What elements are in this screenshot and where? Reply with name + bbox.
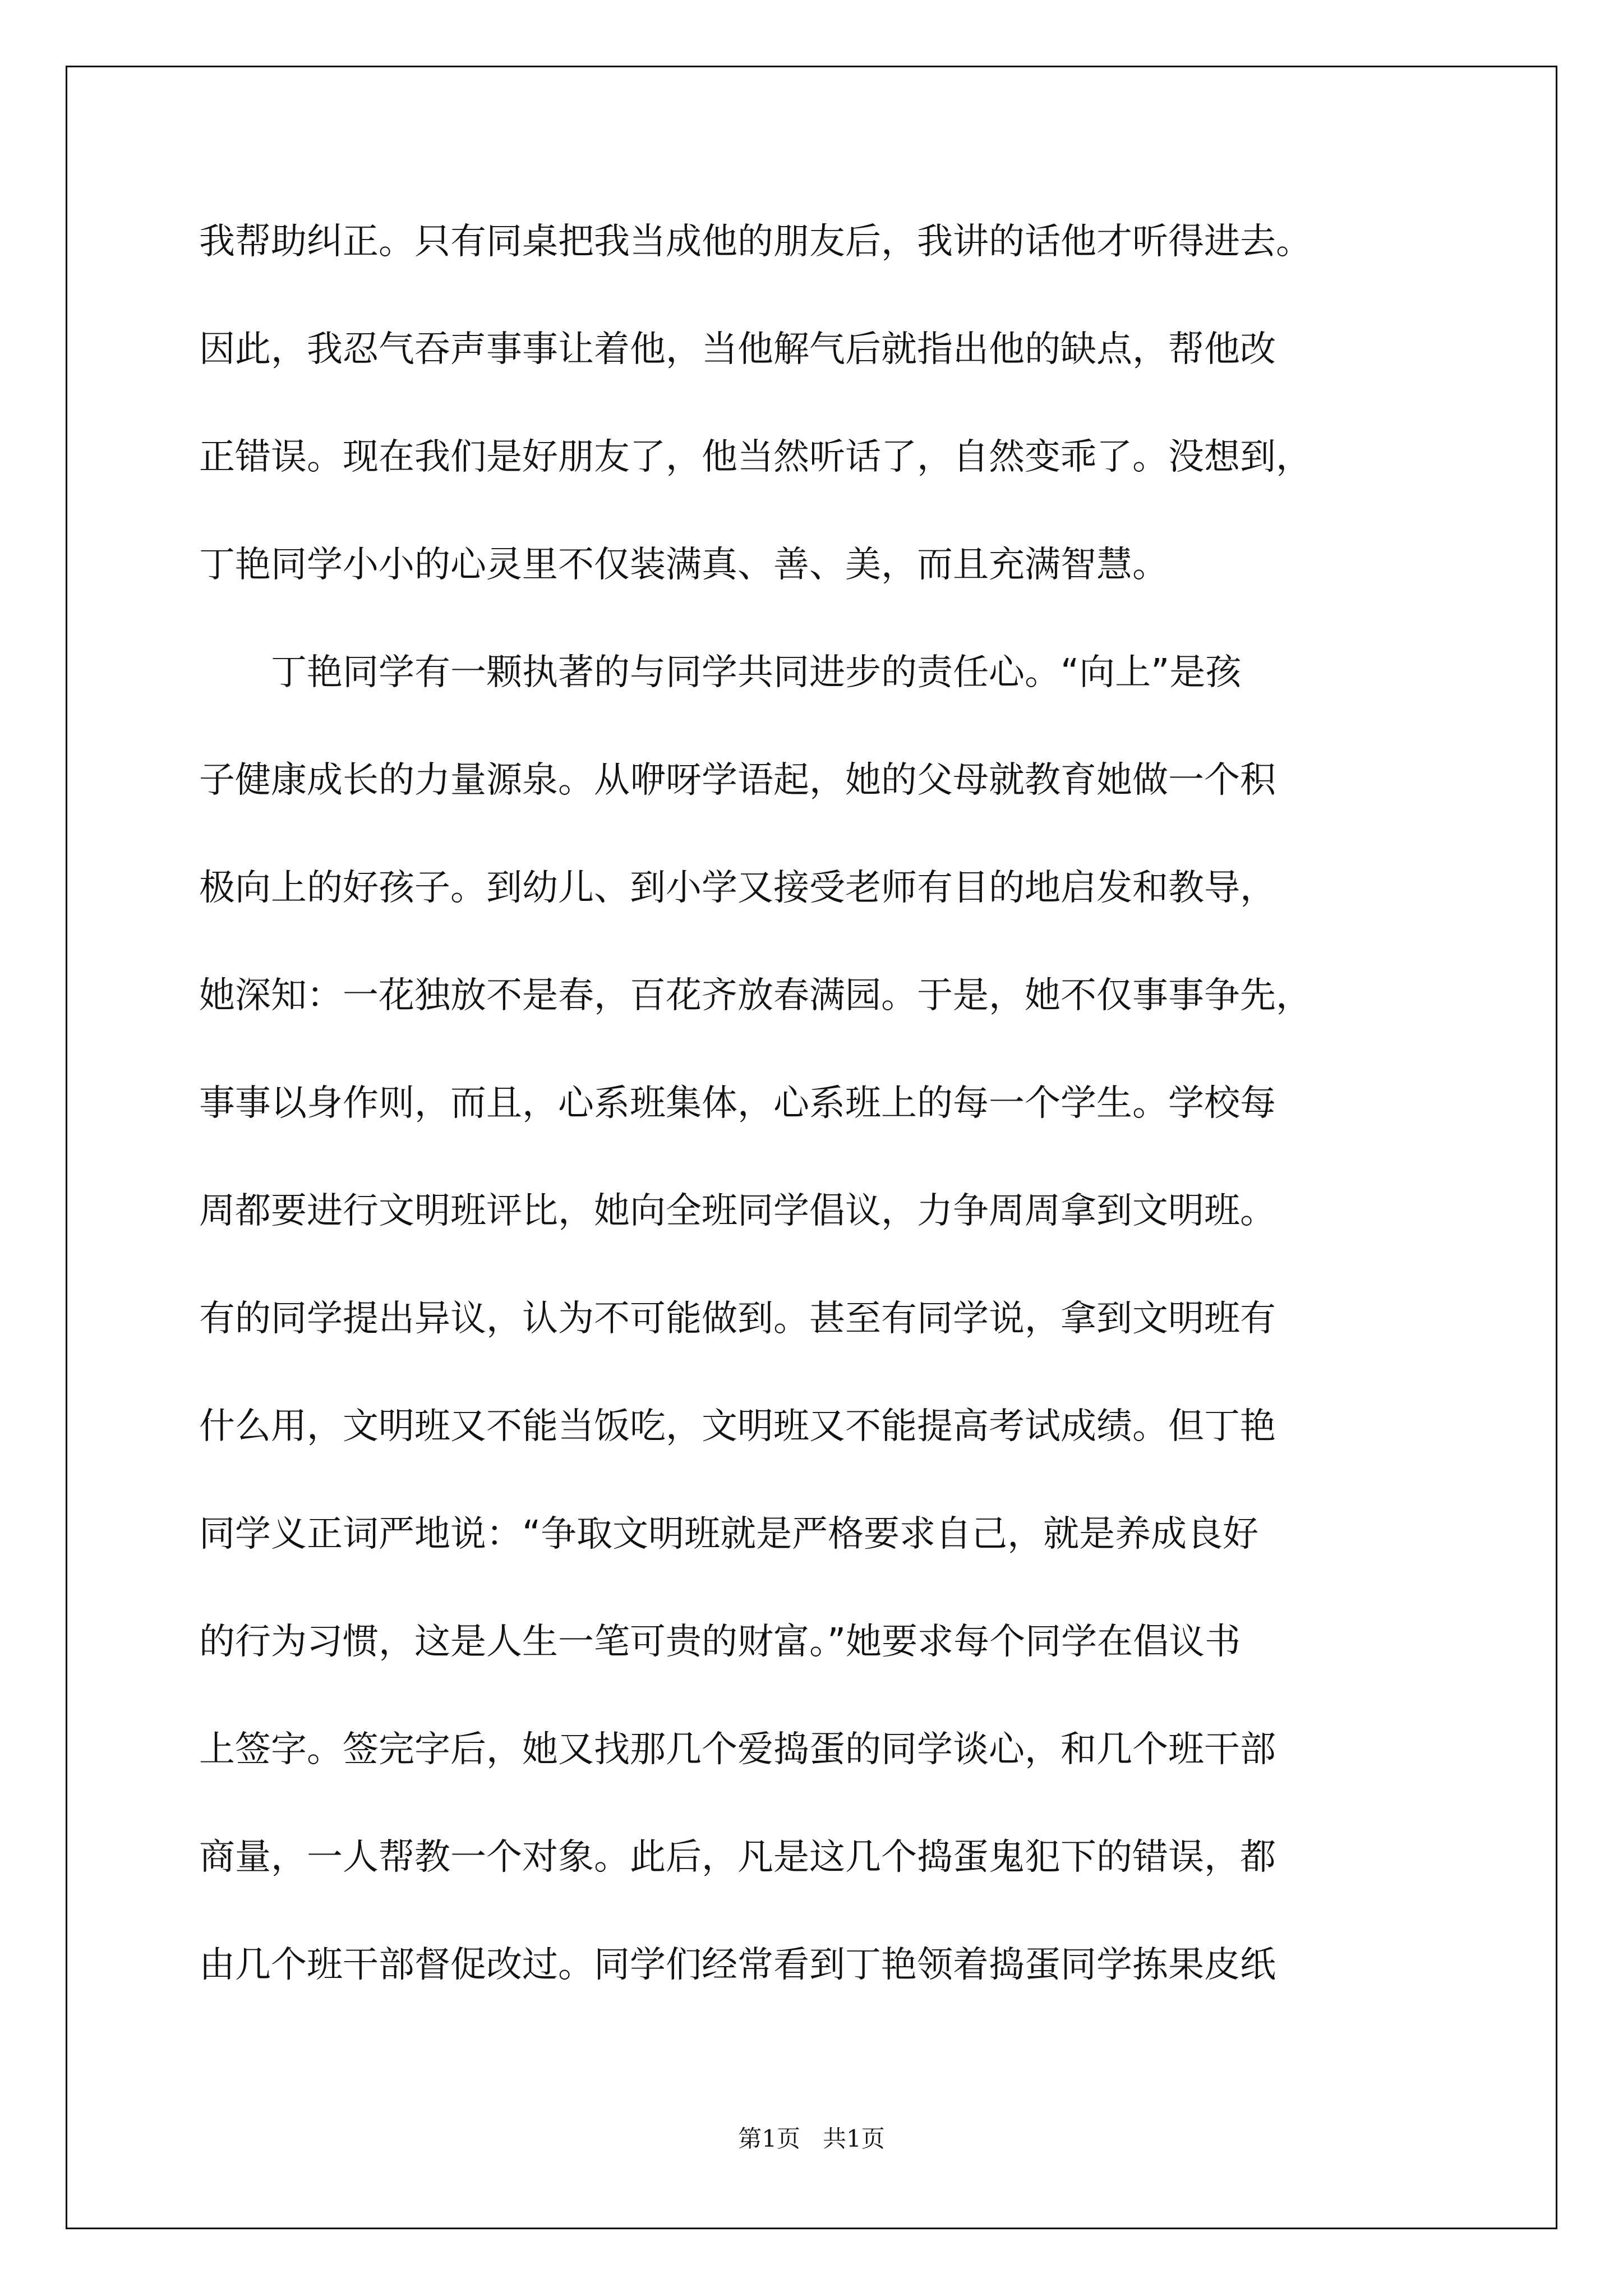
page-number-total: 共1页	[823, 2125, 885, 2152]
text-line: 什么用，文明班又不能当饭吃，文明班又不能提高考试成绩。但丁艳	[199, 1406, 1276, 1447]
page-number-current: 第1页	[738, 2125, 800, 2152]
text-line: 周都要进行文明班评比，她向全班同学倡议，力争周周拿到文明班。	[199, 1190, 1276, 1232]
text-line: 我帮助纠正。只有同桌把我当成他的朋友后，我讲的话他才听得进去。	[199, 221, 1312, 263]
text-line: 的行为习惯，这是人生一笔可贵的财富。”她要求每个同学在倡议书	[199, 1621, 1241, 1663]
text-line: 丁艳同学小小的心灵里不仅装满真、善、美，而且充满智慧。	[199, 544, 1168, 586]
text-line: 因此，我忍气吞声事事让着他，当他解气后就指出他的缺点，帮他改	[199, 329, 1276, 370]
text-line: 上签字。签完字后，她又找那几个爱捣蛋的同学谈心，和几个班干部	[199, 1729, 1276, 1770]
text-line: 由几个班干部督促改过。同学们经常看到丁艳领着捣蛋同学拣果皮纸	[199, 1944, 1276, 1986]
text-line: 商量，一人帮教一个对象。此后，凡是这几个捣蛋鬼犯下的错误，都	[199, 1837, 1276, 1878]
text-line: 事事以身作则，而且，心系班集体，心系班上的每一个学生。学校每	[199, 1083, 1276, 1124]
text-line: 极向上的好孩子。到幼儿、到小学又接受老师有目的地启发和教导，	[199, 867, 1276, 909]
text-line: 有的同学提出异议，认为不可能做到。甚至有同学说，拿到文明班有	[199, 1298, 1276, 1340]
text-line: 丁艳同学有一颗执著的与同学共同进步的责任心。“向上”是孩	[271, 652, 1242, 693]
text-line: 她深知：一花独放不是春，百花齐放春满园。于是，她不仅事事争先，	[199, 975, 1312, 1016]
text-line: 子健康成长的力量源泉。从咿呀学语起，她的父母就教育她做一个积	[199, 760, 1276, 801]
page-footer	[0, 2122, 1623, 2156]
text-line: 同学义正词严地说：“争取文明班就是严格要求自己，就是养成良好	[199, 1513, 1259, 1555]
text-line: 正错误。现在我们是好朋友了，他当然听话了，自然变乖了。没想到，	[199, 436, 1312, 478]
document-body	[199, 188, 1467, 2019]
